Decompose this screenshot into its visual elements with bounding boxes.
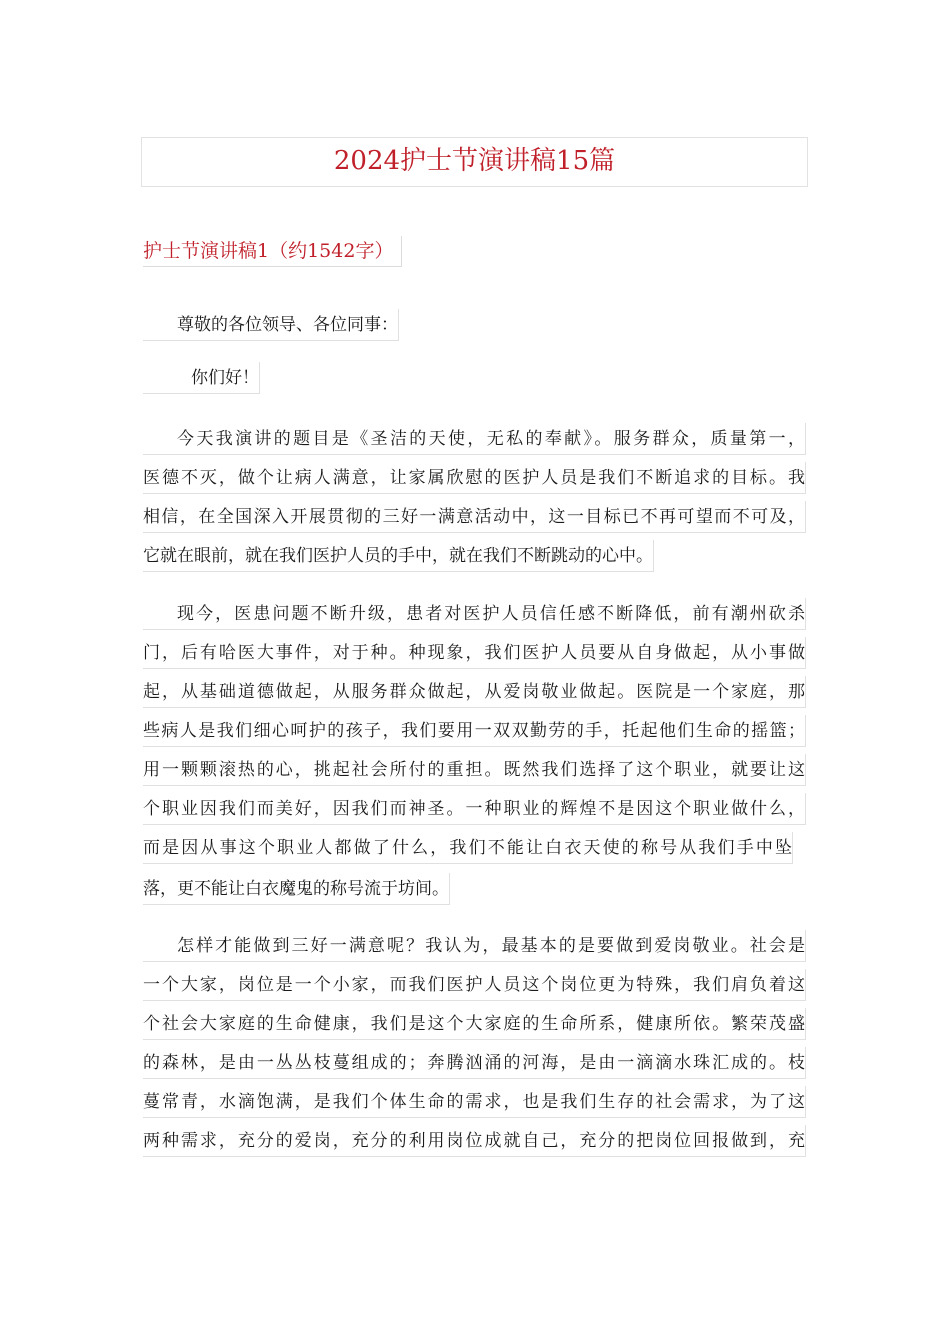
section-heading: 护士节演讲稿1（约1542字） bbox=[143, 236, 402, 267]
paragraph-3-line-3: 个社会大家庭的生命健康，我们是这个大家庭的生命所系，健康所依。繁荣茂盛 bbox=[143, 1008, 806, 1040]
paragraph-1-line-2: 医德不灭，做个让病人满意，让家属欣慰的医护人员是我们不断追求的目标。我 bbox=[143, 462, 806, 494]
document-title: 2024护士节演讲稿15篇 bbox=[333, 146, 616, 176]
paragraph-1-line-3: 相信，在全国深入开展贯彻的三好一满意活动中，这一目标已不再可望而不可及， bbox=[143, 501, 806, 533]
paragraph-2-line-8: 落，更不能让白衣魔鬼的称号流于坊间。 bbox=[143, 873, 450, 905]
paragraph-3-line-1: 怎样才能做到三好一满意呢？我认为，最基本的是要做到爱岗敬业。社会是 bbox=[143, 930, 806, 962]
greeting: 你们好！ bbox=[143, 362, 260, 394]
paragraph-3-line-5: 蔓常青，水滴饱满，是我们个体生命的需求，也是我们生存的社会需求，为了这 bbox=[143, 1086, 806, 1118]
paragraph-1-line-1: 今天我演讲的题目是《圣洁的天使，无私的奉献》。服务群众，质量第一， bbox=[143, 423, 806, 455]
salutation: 尊敬的各位领导、各位同事： bbox=[143, 309, 399, 341]
paragraph-3-line-4: 的森林，是由一丛丛枝蔓组成的；奔腾汹涌的河海，是由一滴滴水珠汇成的。枝 bbox=[143, 1047, 806, 1079]
paragraph-2-line-2: 门，后有哈医大事件，对于种。种现象，我们医护人员要从自身做起，从小事做 bbox=[143, 637, 806, 669]
paragraph-2-line-7: 而是因从事这个职业人都做了什么，我们不能让白衣天使的称号从我们手中坠 bbox=[143, 832, 793, 864]
paragraph-3-line-2: 一个大家，岗位是一个小家，而我们医护人员这个岗位更为特殊，我们肩负着这 bbox=[143, 969, 806, 1001]
paragraph-2-line-4: 些病人是我们细心呵护的孩子，我们要用一双双勤劳的手，托起他们生命的摇篮； bbox=[143, 715, 806, 747]
paragraph-2-line-5: 用一颗颗滚热的心，挑起社会所付的重担。既然我们选择了这个职业，就要让这 bbox=[143, 754, 806, 786]
paragraph-2-line-3: 起，从基础道德做起，从服务群众做起，从爱岗敬业做起。医院是一个家庭，那 bbox=[143, 676, 806, 708]
title-box bbox=[141, 137, 808, 187]
paragraph-1-line-4: 它就在眼前，就在我们医护人员的手中，就在我们不断跳动的心中。 bbox=[143, 540, 654, 572]
paragraph-2-line-6: 个职业因我们而美好，因我们而神圣。一种职业的辉煌不是因这个职业做什么， bbox=[143, 793, 806, 825]
paragraph-2-line-1: 现今，医患问题不断升级，患者对医护人员信任感不断降低，前有潮州砍杀 bbox=[143, 598, 806, 630]
paragraph-3-line-6: 两种需求，充分的爱岗，充分的利用岗位成就自己，充分的把岗位回报做到，充 bbox=[143, 1125, 806, 1157]
